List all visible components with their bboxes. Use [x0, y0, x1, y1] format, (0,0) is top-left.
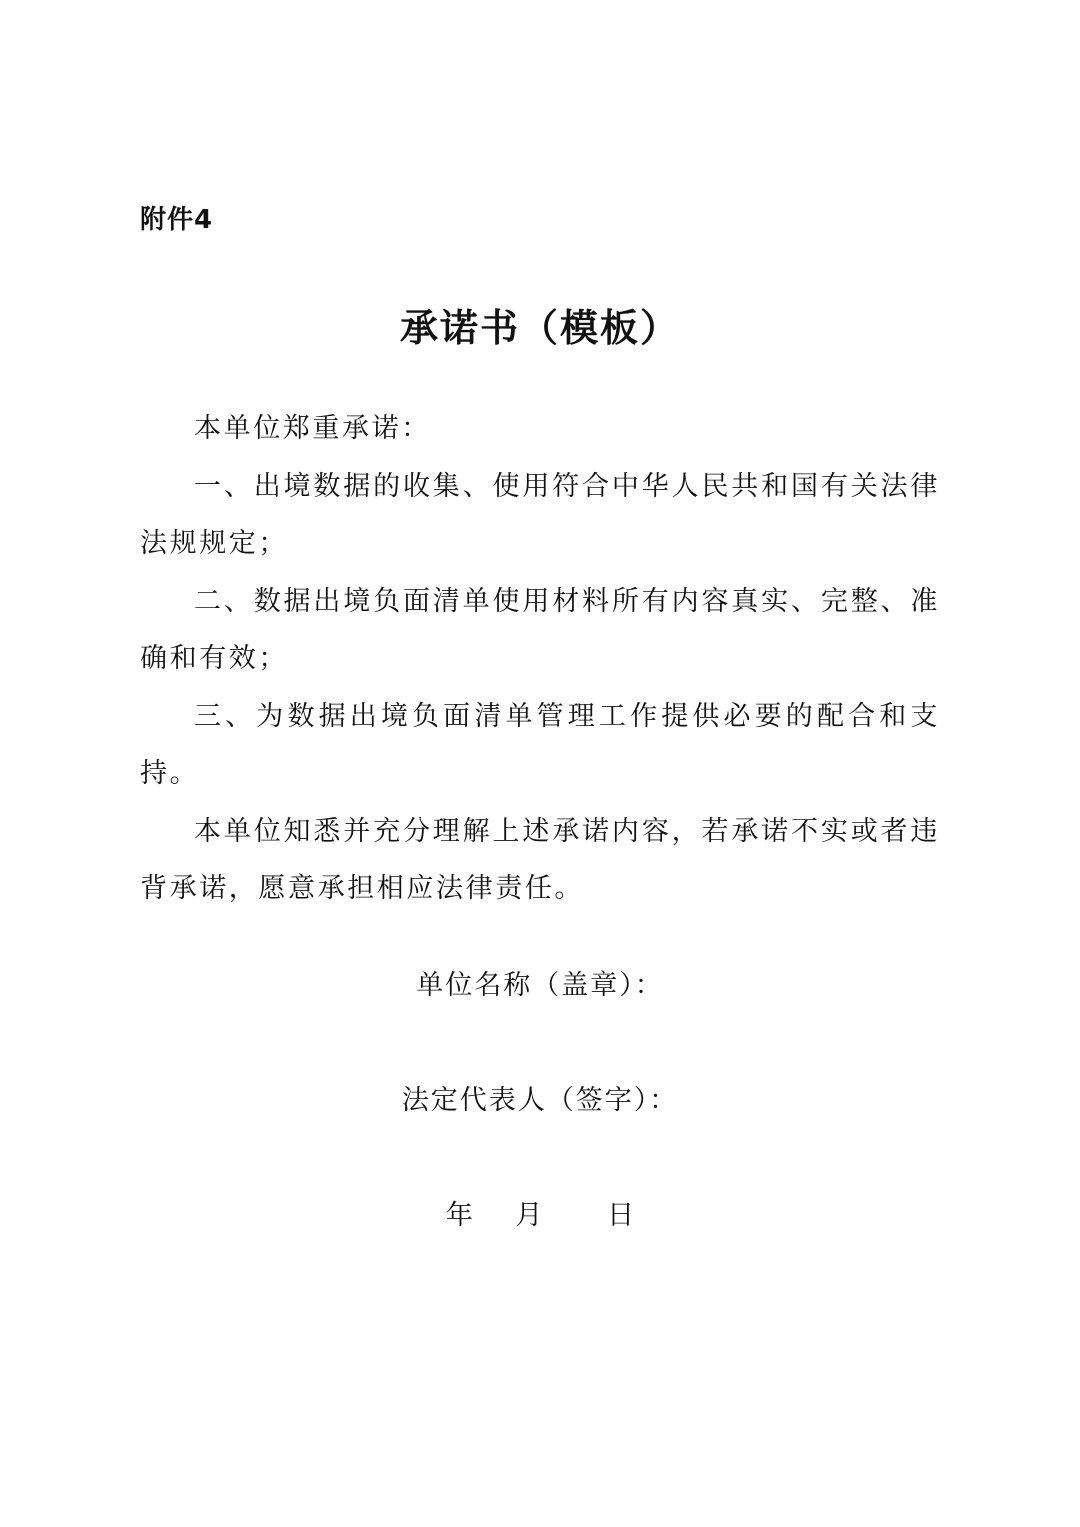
date-day-label: 日	[607, 1200, 635, 1231]
paragraph-item-1: 一、出境数据的收集、使用符合中华人民共和国有关法律法规规定；	[140, 470, 940, 559]
paragraph-intro: 本单位郑重承诺：	[194, 413, 431, 444]
date-year-label: 年	[445, 1200, 473, 1231]
paragraph-closing: 本单位知悉并充分理解上述承诺内容，若承诺不实或者违背承诺，愿意承担相应法律责任。	[140, 815, 940, 904]
date-month-label: 月	[515, 1200, 543, 1231]
document-body	[140, 400, 940, 918]
paragraph-item-3: 三、为数据出境负面清单管理工作提供必要的配合和支持。	[140, 700, 940, 789]
legal-representative-signature-label: 法定代表人（签字）：	[401, 1085, 679, 1116]
date-line	[0, 1196, 1080, 1236]
unit-name-seal-label: 单位名称（盖章）：	[416, 970, 664, 1001]
document-title: 承诺书（模板）	[399, 306, 680, 350]
attachment-label: 附件4	[140, 205, 214, 235]
paragraph-item-2: 二、数据出境负面清单使用材料所有内容真实、完整、准确和有效；	[140, 585, 940, 674]
